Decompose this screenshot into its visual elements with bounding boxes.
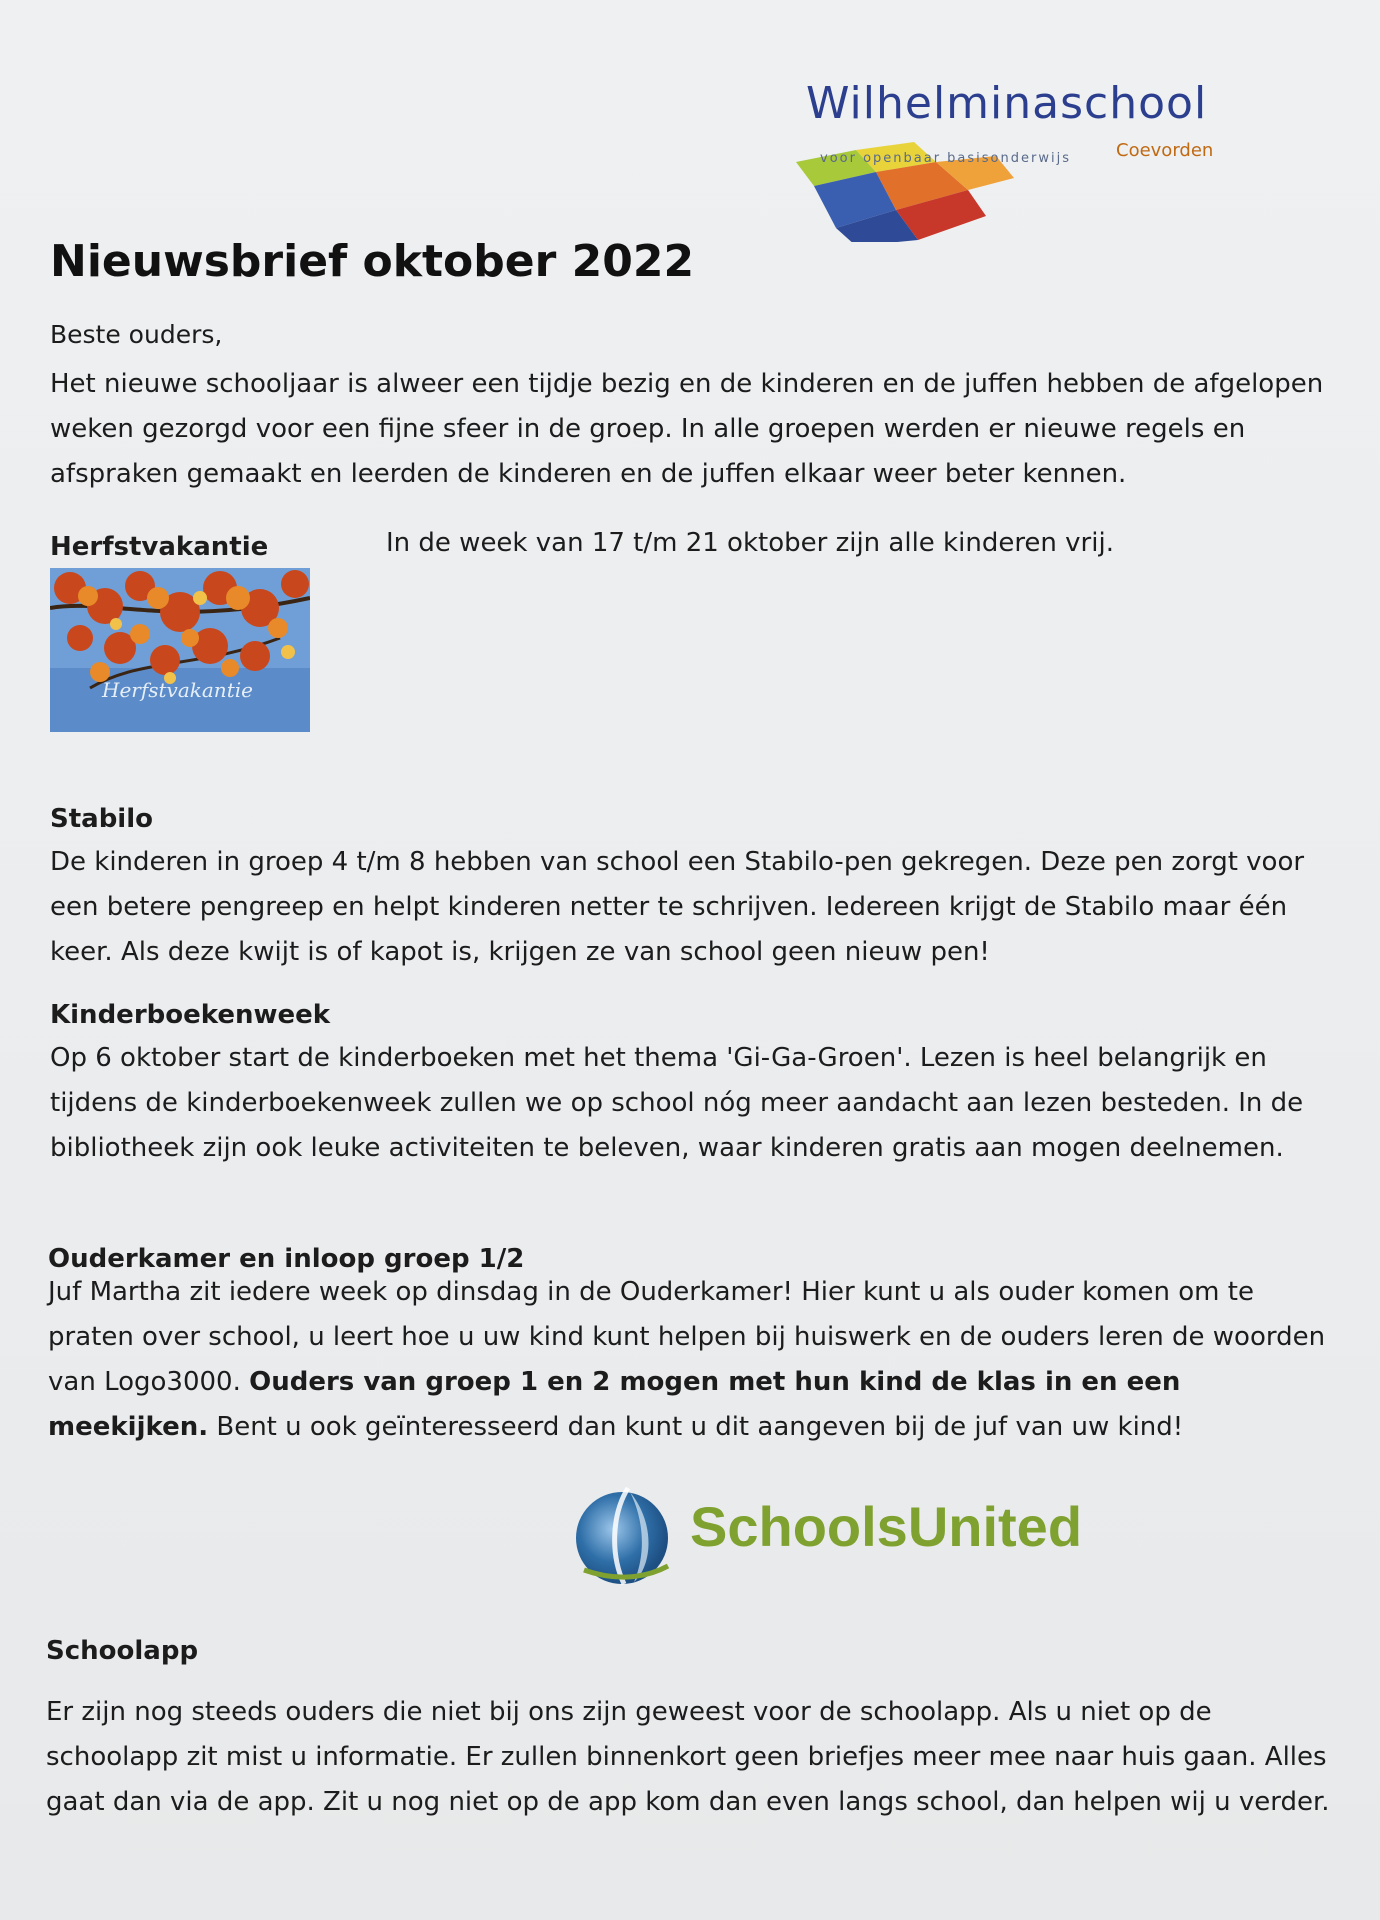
image-caption: Herfstvakantie — [102, 678, 253, 702]
school-city: Coevorden — [1116, 140, 1214, 161]
section-title-kinderboekenweek: Kinderboekenweek — [50, 1000, 331, 1030]
section-title-herfstvakantie: Herfstvakantie — [50, 532, 269, 562]
school-tagline: voor openbaar basisonderwijs — [820, 151, 1071, 166]
herfstvakantie-text: In de week van 17 t/m 21 oktober zijn alle kinderen vrij. — [386, 528, 1114, 558]
section-title-ouderkamer: Ouderkamer en inloop groep 1/2 — [48, 1244, 525, 1274]
page-title: Nieuwsbrief oktober 2022 — [50, 236, 695, 287]
schoolapp-body: Er zijn nog steeds ouders die niet bij ons zijn geweest voor de schoolapp. Als u niet op de schoolapp zit mist u informatie. Er zullen binnenkort geen briefjes meer mee naar huis gaan. Alles gaat dan via de app. Zit u nog niet op de app kom dan even langs school, dan helpen wij u verder. — [46, 1697, 1330, 1817]
section-title-stabilo: Stabilo — [50, 804, 153, 834]
ouderkamer-body — [48, 1270, 1348, 1450]
ouderkamer-body-end: Bent u ook geïnteresseerd dan kunt u dit aangeven bij de juf van uw kind! — [208, 1412, 1184, 1442]
stabilo-body: De kinderen in groep 4 t/m 8 hebben van school een Stabilo-pen gekregen. Deze pen zorgt voor een betere pengreep en helpt kinderen netter te schrijven. Iedereen krijgt de Stabilo maar één keer. Als deze kwijt is of kapot is, krijgen ze van school geen nieuw pen! — [50, 847, 1305, 967]
kinderboekenweek-body: Op 6 oktober start de kinderboeken met het thema 'Gi-Ga-Groen'. Lezen is heel belangrijk en tijdens de kinderboekenweek zullen we op school nóg meer aandacht aan lezen besteden. In de bibliotheek zijn ook leuke activiteiten te beleven, waar kinderen gratis aan mogen deelnemen. — [50, 1043, 1304, 1163]
schoolsunited-name: SchoolsUnited — [690, 1495, 1083, 1558]
intro-paragraph: Het nieuwe schooljaar is alweer een tijdje bezig en de kinderen en de juffen hebben de afgelopen weken gezorgd voor een fijne sfeer in de groep. In alle groepen werden er nieuwe regels en afspraken gemaakt en leerden de kinderen en de juffen elkaar weer beter kennen. — [50, 369, 1324, 489]
school-logo — [796, 78, 1236, 238]
globe-sail-icon — [572, 1484, 676, 1588]
schoolsunited-logo — [572, 1484, 1132, 1584]
section-title-schoolapp: Schoolapp — [46, 1636, 199, 1666]
salutation: Beste ouders, — [50, 320, 223, 349]
ouderkamer-body-start: Juf Martha zit iedere week op dinsdag in de Ouderkamer! Hier kunt u als ouder komen om te praten over school, u leert hoe u uw kind kunt helpen bij huiswerk en de ouders leren de woorden van Logo3000. — [48, 1277, 1326, 1397]
autumn-leaves-image — [50, 568, 310, 732]
autumn-leaves-illustration — [50, 568, 310, 732]
school-name: Wilhelminaschool — [806, 78, 1208, 129]
ouderkamer-body-bold: Ouders van groep 1 en 2 mogen met hun kind de klas in en een meekijken. — [48, 1367, 1181, 1442]
